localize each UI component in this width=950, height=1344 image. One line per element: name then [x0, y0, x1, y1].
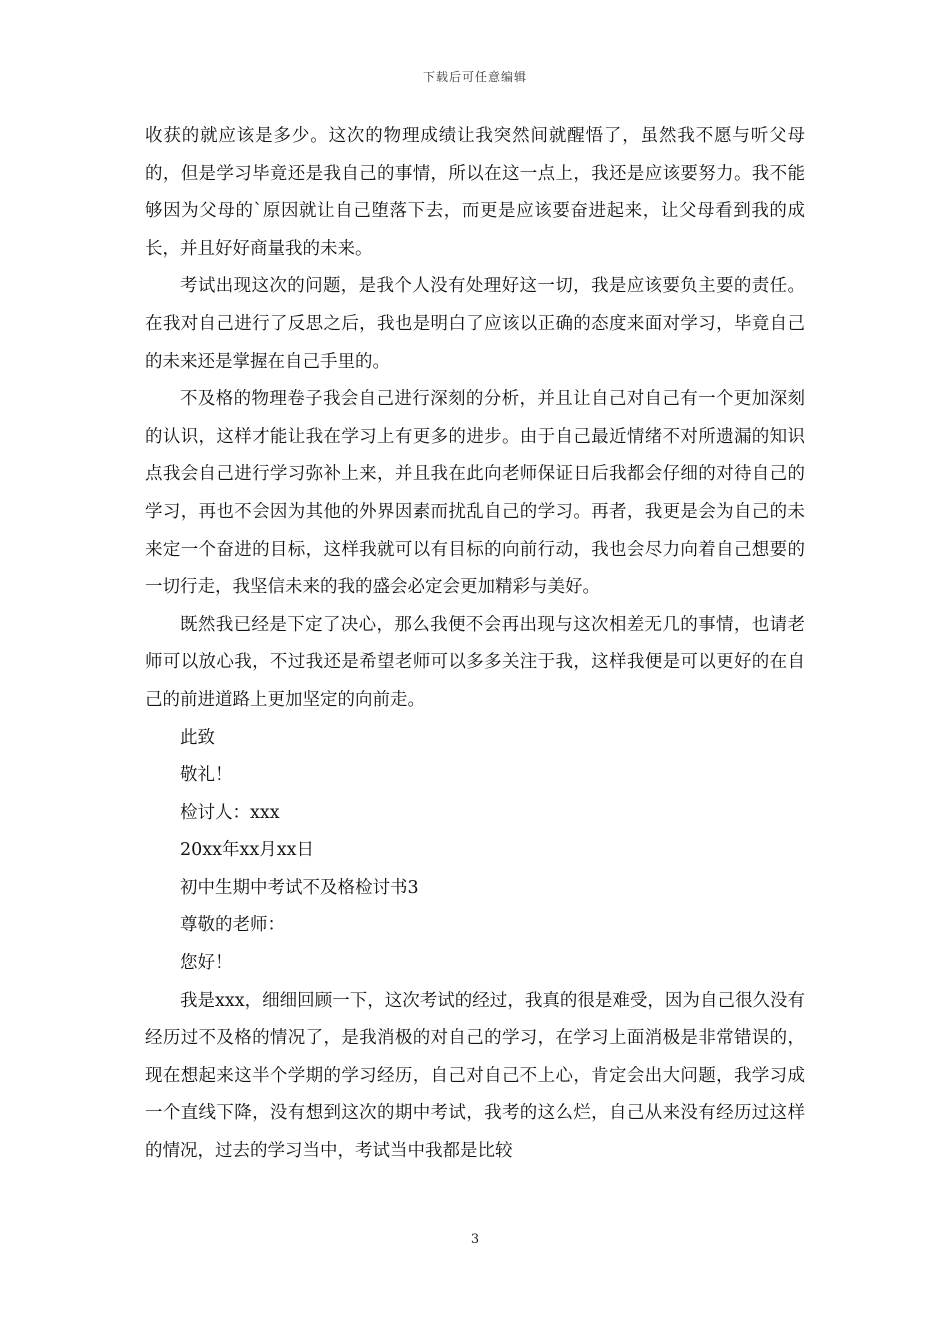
salutation-line: 尊敬的老师： [180, 915, 285, 936]
paragraph-3: 不及格的物理卷子我会自己进行深刻的分析，并且让自己对自己有一个更加深刻的认识，这样才能让我在学习上有更多的进步。由于自己最近情绪不对所遗漏的知识点我会自己进行学习弥补上来，并且我在此向老师保证日后我都会仔细的对待自己的学习，再也不会因为其他的外界因素而扰乱自己的学习。再者，我更是会为自己的未来定一个奋进的目标，这样我就可以有目标的向前行动，我也会尽力向着自己想要的一切行走，我坚信未来的我的盛会必定会更加精彩与美好。 [145, 389, 805, 598]
signer-line: 检讨人：xxx [180, 802, 280, 823]
closing-line-1: 此致 [180, 727, 215, 748]
header-note: 下载后可任意编辑 [422, 70, 527, 84]
paragraph-1: 收获的就应该是多少。这次的物理成绩让我突然间就醒悟了，虽然我不愿与听父母的，但是学习毕竟还是我自己的事情，所以在这一点上，我还是应该要努力。我不能够因为父母的`原因就让自己堕落下去，而更是应该要奋进起来，让父母看到我的成长，并且好好商量我的未来。 [145, 126, 805, 259]
paragraph-4: 既然我已经是下定了决心，那么我便不会再出现与这次相差无几的事情，也请老师可以放心我，不过我还是希望老师可以多多关注于我，这样我便是可以更好的在自己的前进道路上更加坚定的向前走。 [145, 614, 805, 710]
paragraph-2: 考试出现这次的问题，是我个人没有处理好这一切，我是应该要负主要的责任。在我对自己进行了反思之后，我也是明白了应该以正确的态度来面对学习，毕竟自己的未来还是掌握在自己手里的。 [145, 276, 805, 372]
date-line: 20xx年xx月xx日 [180, 840, 314, 861]
paragraph-5: 我是xxx，细细回顾一下，这次考试的经过，我真的很是难受，因为自己很久没有经历过不及格的情况了，是我消极的对自己的学习，在学习上面消极是非常错误的，现在想起来这半个学期的学习经历，自己对自己不上心，肯定会出大问题，我学习成一个直线下降，没有想到这次的期中考试，我考的这么烂，自己从来没有经历过这样的情况，过去的学习当中，考试当中我都是比较 [145, 990, 805, 1162]
closing-line-2: 敬礼！ [180, 765, 233, 786]
page-number: 3 [470, 1232, 480, 1247]
section-title: 初中生期中考试不及格检讨书3 [180, 877, 419, 898]
greeting-line: 您好！ [180, 953, 233, 974]
document-body [145, 118, 805, 1171]
